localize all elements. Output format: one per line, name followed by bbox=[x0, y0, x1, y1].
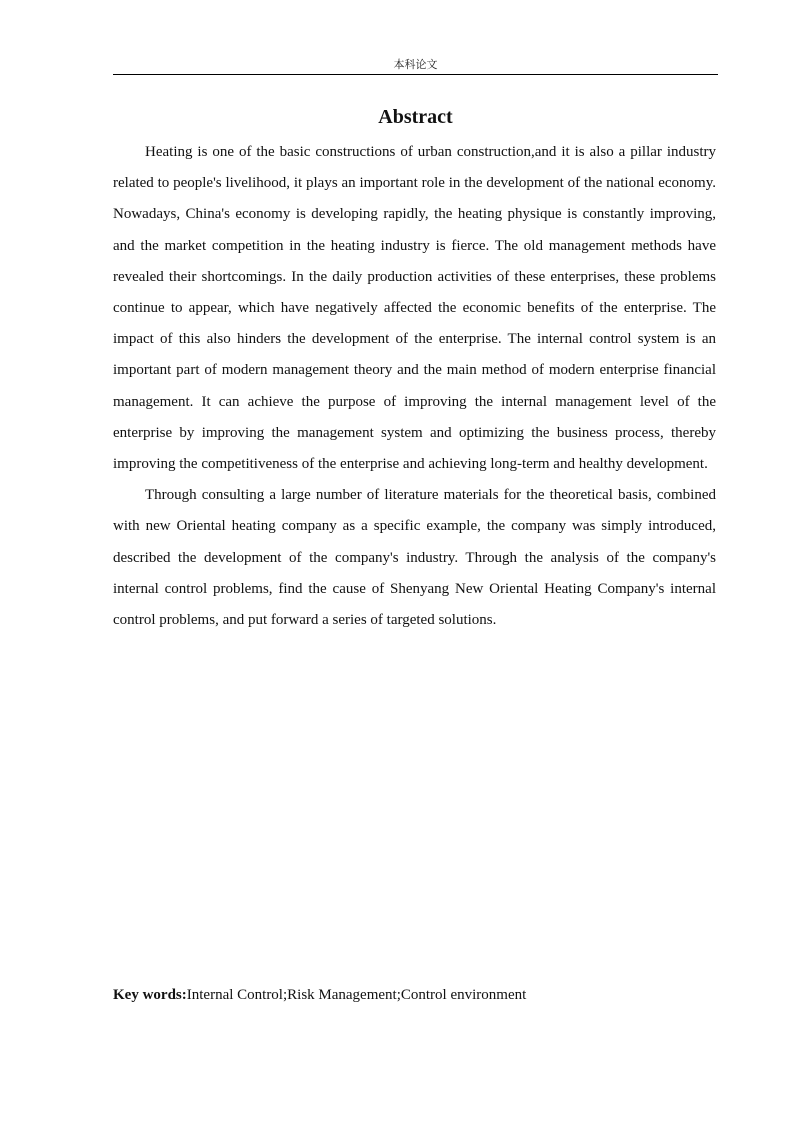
page-header bbox=[113, 55, 718, 75]
abstract-title: Abstract bbox=[378, 106, 453, 128]
keywords-label: Key words: bbox=[113, 987, 187, 1003]
abstract-body bbox=[113, 137, 716, 636]
abstract-paragraph-2: Through consulting a large number of literature materials for the theoretical basis, combined with new Oriental heating company as a specific example, the company was simply introduced, described the development of the company's industry. Through the analysis of the company's internal control problems, find the cause of Shenyang New Oriental Heating Company's internal control problems, and put forward a series of targeted solutions. bbox=[113, 487, 716, 629]
keywords-value: Internal Control;Risk Management;Control environment bbox=[186, 987, 527, 1003]
keywords-line bbox=[113, 983, 716, 1007]
abstract-paragraph-1: Heating is one of the basic constructions of urban construction,and it is also a pillar industry related to people's livelihood, it plays an important role in the development of the national economy. Nowadays, China's economy is developing rapidly, the heating physique is constantly improving, and the market competition in the heating industry is fierce. The old management methods have revealed their shortcomings. In the daily production activities of these enterprises, these problems continue to appear, which have negatively affected the economic benefits of the enterprise. The impact of this also hinders the development of the enterprise. The internal control system is an important part of modern management theory and the main method of modern enterprise financial management. It can achieve the purpose of improving the internal management level of the enterprise by improving the management system and optimizing the business process, thereby improving the competitiveness of the enterprise and achieving long-term and healthy development. bbox=[113, 144, 716, 473]
header-text: 本科论文 bbox=[393, 58, 438, 71]
